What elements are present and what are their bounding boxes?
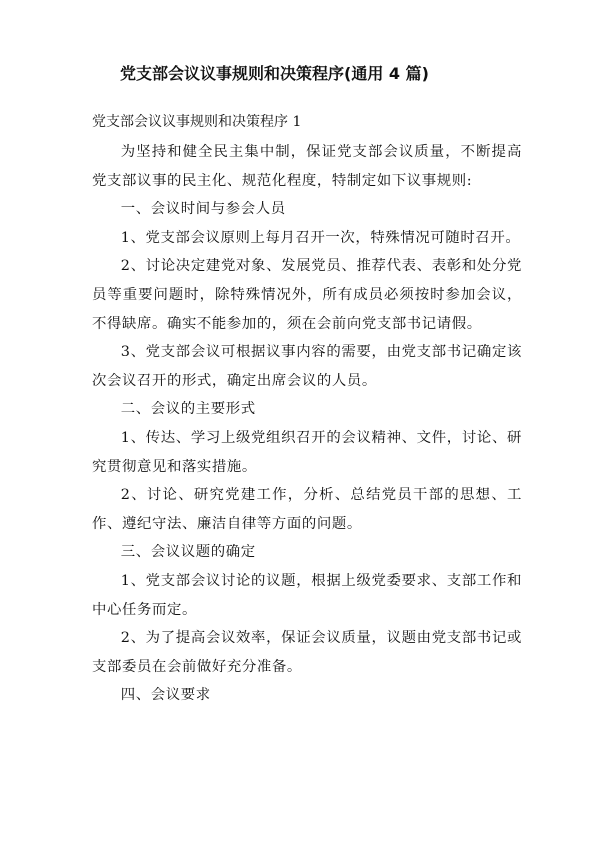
paragraph-item: 1、党支部会议原则上每月召开一次，特殊情况可随时召开。 — [120, 229, 521, 246]
paragraph-item: 3、党支部会议可根据议事内容的需要，由党支部书记确定该次会议召开的形式，确定出席会议的人员。 — [92, 344, 522, 389]
paragraph-intro: 为坚持和健全民主集中制，保证党支部会议质量，不断提高党支部议事的民主化、规范化程度，特制定如下议事规则: — [92, 144, 522, 189]
heading-meeting-forms: 二、会议的主要形式 — [120, 401, 256, 418]
paragraph-item: 2、为了提高会议效率，保证会议质量，议题由党支部书记或支部委员在会前做好充分准备。 — [92, 630, 522, 675]
section-subtitle: 党支部会议议事规则和决策程序 1 — [92, 114, 302, 130]
heading-meeting-topics: 三、会议议题的确定 — [120, 544, 256, 561]
paragraph-item: 1、党支部会议讨论的议题，根据上级党委要求、支部工作和中心任务而定。 — [92, 572, 522, 618]
paragraph-item: 2、讨论、研究党建工作，分析、总结党员干部的思想、工作、遵纪守法、廉洁自律等方面的问题。 — [92, 487, 522, 532]
document-title: 党支部会议议事规则和决策程序(通用 4 篇) — [120, 64, 429, 83]
paragraph-item: 2、讨论决定建党对象、发展党员、推荐代表、表彰和处分党员等重要问题时，除特殊情况外，所有成员必须按时参加会议，不得缺席。确实不能参加的，须在会前向党支部书记请假。 — [92, 258, 522, 332]
heading-meeting-requirements: 四、会议要求 — [120, 687, 211, 704]
document-body — [92, 138, 522, 710]
paragraph-item: 1、传达、学习上级党组织召开的会议精神、文件，讨论、研究贯彻意见和落实措施。 — [92, 429, 522, 475]
heading-meeting-time: 一、会议时间与参会人员 — [120, 201, 286, 218]
